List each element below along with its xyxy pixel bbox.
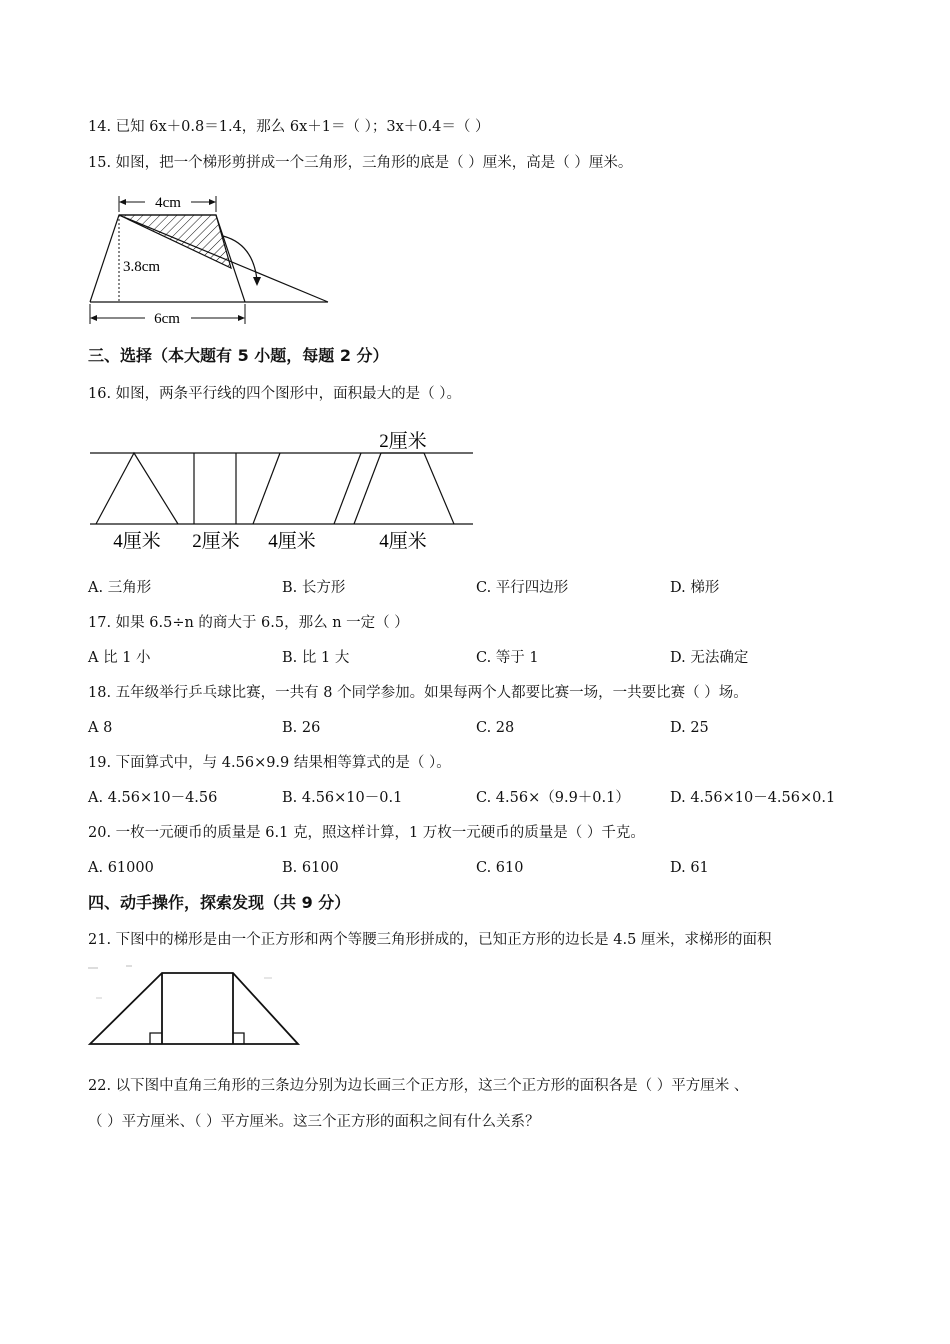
q18-option-b: B. 26: [282, 720, 321, 736]
parallel-lines-shapes-figure: [88, 425, 478, 555]
bottom-length-label: 6cm: [154, 311, 180, 327]
question-21: 21. 下图中的梯形是由一个正方形和两个等腰三角形拼成的，已知正方形的边长是 4.5 厘米，求梯形的面积: [88, 932, 772, 948]
question-19: 19. 下面算式中，与 4.56×9.9 结果相等算式的是（ ）。: [88, 755, 451, 771]
section-3-heading: 三、选择（本大题有 5 小题，每题 2 分）: [88, 346, 389, 365]
q20-option-a: A. 61000: [88, 860, 154, 876]
q17-option-d: D. 无法确定: [670, 650, 749, 666]
top-width-label: 2厘米: [379, 431, 427, 452]
height-label: 3.8cm: [123, 259, 161, 275]
square-trapezoid-figure: [86, 958, 306, 1053]
q17-option-c: C. 等于 1: [476, 650, 539, 666]
trapezoid-cut-figure: [85, 188, 345, 328]
question-22-line-2: （ ）平方厘米、（ ）平方厘米。这三个正方形的面积之间有什么关系？: [88, 1114, 540, 1130]
q20-option-d: D. 61: [670, 860, 709, 876]
q19-option-a: A. 4.56×10－4.56: [88, 790, 218, 806]
q17-option-b: B. 比 1 大: [282, 650, 350, 666]
q16-option-c: C. 平行四边形: [476, 580, 569, 596]
q18-option-c: C. 28: [476, 720, 515, 736]
q16-option-a: A. 三角形: [88, 580, 152, 596]
section-4-heading: 四、动手操作，探索发现（共 9 分）: [88, 893, 351, 912]
q19-option-d: D. 4.56×10－4.56×0.1: [670, 790, 836, 806]
question-14: 14. 已知 6x＋0.8＝1.4，那么 6x＋1＝（ ）；3x＋0.4＝（ ）: [88, 119, 490, 135]
triangle-shape: [96, 453, 178, 524]
q16-option-d: D. 梯形: [670, 580, 720, 596]
q16-option-b: B. 长方形: [282, 580, 346, 596]
parallelogram-base-label: 4厘米: [268, 531, 316, 552]
top-length-label: 4cm: [155, 195, 181, 211]
q18-option-d: D. 25: [670, 720, 709, 736]
q17-option-a: A 比 1 小: [88, 650, 151, 666]
q20-option-b: B. 6100: [282, 860, 339, 876]
question-18: 18. 五年级举行乒乓球比赛，一共有 8 个同学参加。如果每两个人都要比赛一场，一共要比赛（ ）场。: [88, 685, 748, 701]
question-15: 15. 如图，把一个梯形剪拼成一个三角形，三角形的底是（ ）厘米，高是（ ）厘米。: [88, 155, 633, 171]
rectangle-base-label: 2厘米: [192, 531, 240, 552]
q20-option-c: C. 610: [476, 860, 524, 876]
q18-option-a: A 8: [88, 720, 113, 736]
question-20: 20. 一枚一元硬币的质量是 6.1 克，照这样计算，1 万枚一元硬币的质量是（ ）千克。: [88, 825, 645, 841]
q19-option-b: B. 4.56×10－0.1: [282, 790, 403, 806]
question-22-line-1: 22. 以下图中直角三角形的三条边分别为边长画三个正方形，这三个正方形的面积各是（ ）平方厘米 、: [88, 1078, 749, 1094]
q19-option-c: C. 4.56×（9.9＋0.1）: [476, 790, 630, 806]
question-16: 16. 如图，两条平行线的四个图形中，面积最大的是（ ）。: [88, 386, 462, 402]
trapezoid-base-label: 4厘米: [379, 531, 427, 552]
question-17: 17. 如果 6.5÷n 的商大于 6.5，那么 n 一定（ ）: [88, 615, 409, 631]
triangle-base-label: 4厘米: [113, 531, 161, 552]
